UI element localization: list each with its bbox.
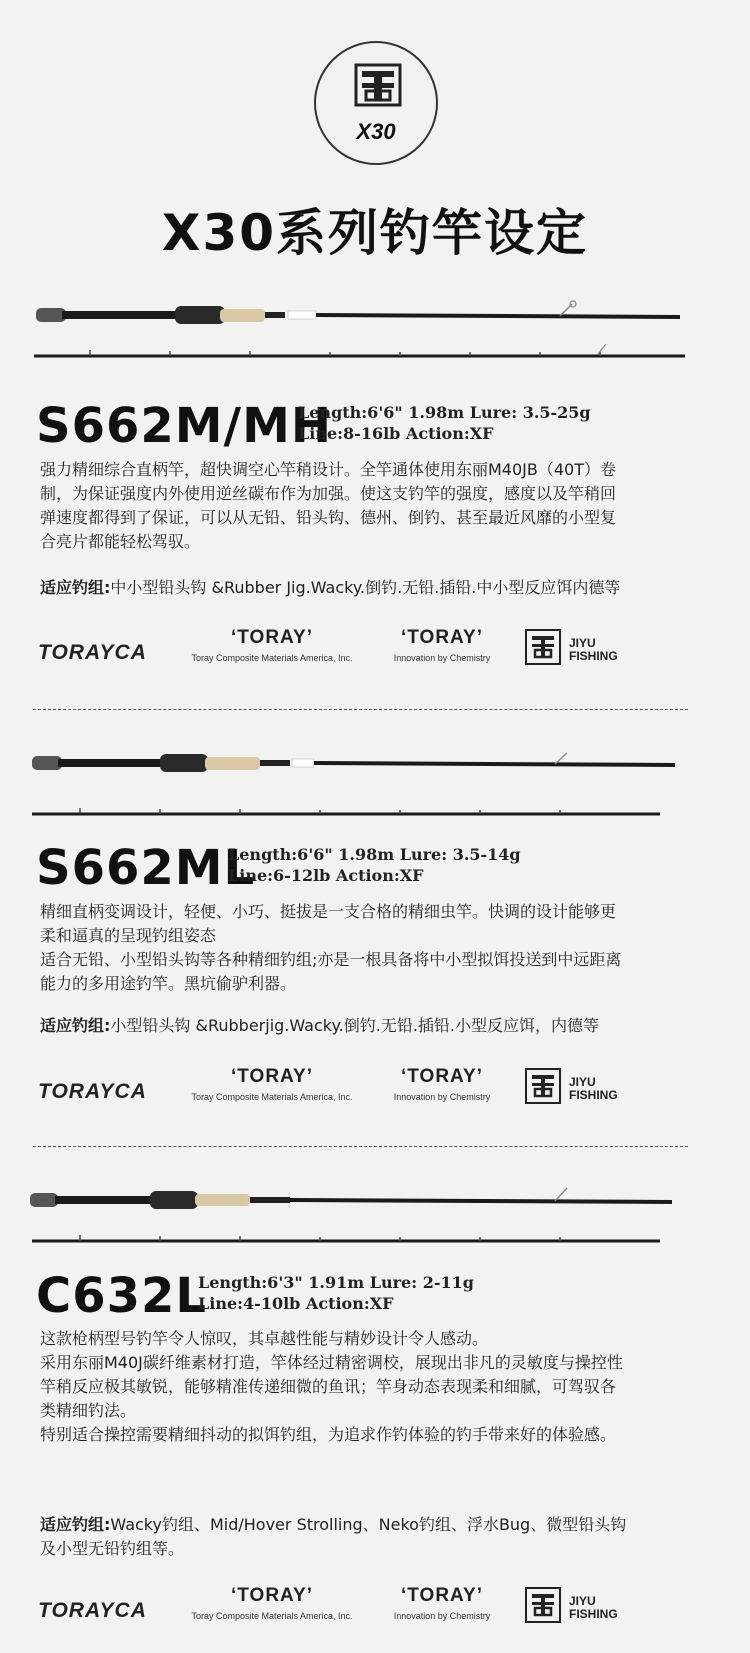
rod-description [40, 458, 720, 554]
desc-line: 强力精细综合直柄竿，超快调空心竿稍设计。全竿通体使用东丽M40JB（40T）卷 [40, 460, 616, 479]
desc-line: 能力的多用途钓竿。黑坑偷驴利器。 [40, 974, 297, 993]
page-title: X30系列钓竿设定 [161, 204, 589, 262]
toray-wordmark: ʻTORAYʼ [231, 1585, 313, 1606]
toray-wordmark: ʻTORAYʼ [401, 627, 483, 648]
model-name: S662M/MH [36, 398, 332, 454]
rod-image [0, 300, 750, 380]
brand-row [0, 1066, 750, 1112]
toray-chemistry-logo [378, 1066, 506, 1102]
fishing-text: FISHING [569, 649, 618, 663]
spec-block [228, 844, 521, 886]
spec-line-action: Line:4-10lb Action:XF [198, 1294, 394, 1313]
desc-line: 这款枪柄型号钓竿令人惊叹，其卓越性能与精妙设计令人感动。 [40, 1329, 489, 1348]
spec-line-action: Line:6-12lb Action:XF [228, 866, 424, 885]
desc-line: 柔和逼真的呈现钓组姿态 [40, 926, 217, 945]
spec-block [298, 402, 591, 444]
jiyu-fishing-logo [525, 1068, 635, 1108]
desc-line: 制，为保证强度内外使用逆丝碳布作为加强。使这支钓竿的强度，感度以及竿稍回 [40, 484, 617, 503]
brand-logo [314, 41, 438, 165]
desc-line: 合亮片都能轻松驾驭。 [40, 532, 201, 551]
fishing-text: FISHING [569, 1088, 618, 1102]
toray-wordmark: ʻTORAYʼ [231, 627, 313, 648]
desc-line: 类精细钓法。 [40, 1401, 137, 1420]
model-name: S662ML [36, 840, 256, 896]
section-divider [33, 1146, 688, 1147]
toray-wordmark: ʻTORAYʼ [401, 1066, 483, 1087]
toray-composite-logo [172, 627, 372, 663]
rod-section-s662m [0, 300, 750, 700]
suited-text: Wacky钓组、Mid/Hover Strolling、Neko钓组、浮水Bug、微型铅头钩 [110, 1515, 627, 1534]
jiyu-text: JIYU [569, 1594, 596, 1608]
rod-section-c632l [0, 1180, 750, 1650]
logo-text: X30 [356, 119, 396, 144]
rod-image [0, 752, 750, 822]
desc-line: 竿稍反应极其敏锐，能够精准传递细微的鱼讯；竿身动态表现柔和细腻，可驾驭各 [40, 1377, 617, 1396]
toray-wordmark: ʻTORAYʼ [231, 1066, 313, 1087]
desc-line: 采用东丽M40J碳纤维素材打造，竿体经过精密调校，展现出非凡的灵敏度与操控性 [40, 1353, 623, 1372]
suited-label: 适应钓组: [40, 1515, 111, 1534]
suited-text: 小型铅头钩 &Rubberjig.Wacky.倒钓.无铅.插铅.小型反应饵，内德等 [110, 1016, 600, 1035]
jiyu-fishing-logo [525, 629, 635, 669]
jiyu-emblem-icon [525, 1068, 561, 1104]
suited-label: 适应钓组: [40, 578, 111, 597]
spec-length-lure: Length:6'3" 1.91m Lure: 2-11g [198, 1273, 474, 1292]
brand-row [0, 627, 750, 673]
jiyu-text: JIYU [569, 636, 596, 650]
toray-subtitle: Innovation by Chemistry [393, 1092, 491, 1102]
toray-wordmark: ʻTORAYʼ [401, 1585, 483, 1606]
suited-label: 适应钓组: [40, 1016, 111, 1035]
desc-line: 精细直柄变调设计，轻便、小巧、挺拔是一支合格的精细虫竿。快调的设计能够更 [40, 902, 617, 921]
suited-text: 中小型铅头钩 &Rubber Jig.Wacky.倒钓.无铅.插铅.中小型反应饵内德等 [110, 578, 621, 597]
spec-length-lure: Length:6'6" 1.98m Lure: 3.5-14g [228, 845, 521, 864]
brand-row [0, 1585, 750, 1631]
toray-composite-logo [172, 1066, 372, 1102]
desc-line: 弹速度都得到了保证，可以从无铅、铅头钩、德州、倒钓、甚至最近风靡的小型复 [40, 508, 617, 527]
toray-subtitle: Toray Composite Materials America, Inc. [191, 1611, 353, 1621]
toray-composite-logo [172, 1585, 372, 1621]
toray-chemistry-logo [378, 627, 506, 663]
jiyu-emblem-icon [316, 43, 440, 167]
suited-rigs [40, 1513, 730, 1561]
model-name: C632L [36, 1268, 208, 1324]
desc-line: 特别适合操控需要精细抖动的拟饵钓组，为追求作钓体验的钓手带来好的体验感。 [40, 1425, 617, 1444]
fishing-text: FISHING [569, 1607, 618, 1621]
desc-line: 适合无铅、小型铅头钩等各种精细钓组;亦是一根具备将中小型拟饵投送到中远距离 [40, 950, 622, 969]
suited-rigs [40, 1014, 730, 1038]
toray-subtitle: Innovation by Chemistry [393, 1611, 491, 1621]
toray-subtitle: Innovation by Chemistry [393, 653, 491, 663]
spec-length-lure: Length:6'6" 1.98m Lure: 3.5-25g [298, 403, 591, 422]
torayca-logo: TORAYCA [38, 1080, 147, 1103]
torayca-logo: TORAYCA [38, 641, 147, 664]
toray-chemistry-logo [378, 1585, 506, 1621]
jiyu-text: JIYU [569, 1075, 596, 1089]
jiyu-fishing-logo [525, 1587, 635, 1627]
spec-line-action: Line:8-16lb Action:XF [298, 424, 494, 443]
jiyu-emblem-icon [525, 629, 561, 665]
section-divider [33, 709, 688, 710]
toray-subtitle: Toray Composite Materials America, Inc. [191, 1092, 353, 1102]
rod-section-s662ml [0, 752, 750, 1132]
suited-rigs [40, 576, 730, 600]
rod-description [40, 1327, 720, 1447]
toray-subtitle: Toray Composite Materials America, Inc. [191, 653, 353, 663]
spec-block [198, 1272, 474, 1314]
rod-image [0, 1180, 750, 1250]
jiyu-emblem-icon [525, 1587, 561, 1623]
suited-text-continued: 及小型无铅钓组等。 [40, 1539, 185, 1558]
torayca-logo: TORAYCA [38, 1599, 147, 1622]
rod-description [40, 900, 720, 996]
